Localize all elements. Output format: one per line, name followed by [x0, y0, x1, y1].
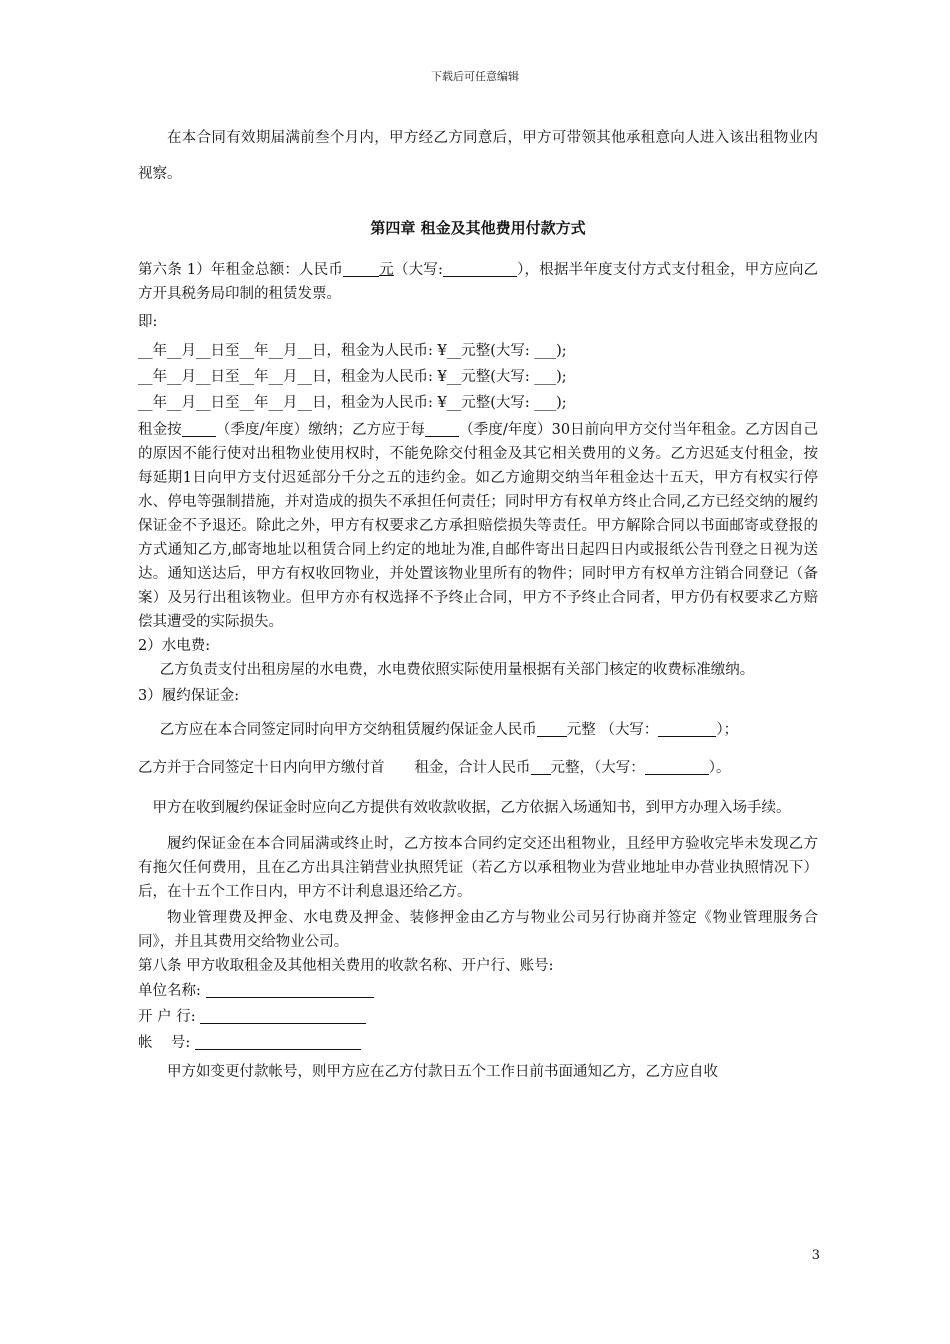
deposit-words-blank[interactable] — [658, 720, 716, 737]
article-8: 第八条 甲方收取租金及其他相关费用的收款名称、开户行、账号: — [138, 958, 554, 974]
water-title: 2）水电费: — [138, 638, 211, 654]
dep2-text-c: 元整，（大写： — [550, 760, 645, 776]
pay-text-c: （季度/年度）30日前向甲方交付当年租金。乙方因自己的原因不能行使对出租物业使用权时，不能免除交付租金及其它相关费用的义务。乙方迟延支付租金，按每延期1日向甲方支付迟延部分千分之五的违约金。如乙方逾期交纳当年租金达十五天，甲方有权实行停水、停电等强制措施，并对造成的损失不承担任何责任；同时甲方有权单方终止合同,乙方已经交纳的履约保证金不予退还。除此之外，甲方有权要求乙方承担赔偿损失等责任。甲方解除合同以书面邮寄或登报的方式通知乙方,邮寄地址以租赁合同上约定的地址为准,自邮件寄出日起四日内或报纸公告刊登之日视为送达。通知送达后，甲方有权收回物业，并处置该物业里所有的物件；同时甲方有权单方注销合同登记（备案）及另行出租该物业。但甲方亦有权选择不予终止合同，甲方不予终止合同者，甲方仍有权要求乙方赔偿其遭受的实际损失。 — [138, 422, 819, 630]
rent-total-words-blank[interactable] — [443, 260, 517, 277]
dep-text-c: ）； — [716, 722, 739, 738]
bank-blank[interactable] — [200, 1007, 366, 1024]
account-blank[interactable] — [195, 1033, 361, 1050]
art6-yuan: 元 — [379, 262, 394, 278]
receipt-paragraph: 甲方在收到履约保证金时应向乙方提供有效收款收据，乙方依据入场通知书，到甲方办理入场手续。 — [152, 800, 791, 816]
dep2-text-d: ）。 — [708, 760, 731, 776]
chapter-title: 第四章 租金及其他费用付款方式 — [370, 219, 586, 237]
payment-period-blank[interactable] — [182, 420, 216, 437]
deposit-blank[interactable] — [537, 720, 567, 737]
art6-text-c: ），根据半年度支付方式支付租金，甲方应向乙方开具税务局印制的租赁发票。 — [138, 262, 819, 302]
rent-row: __年__月__日至__年__月__日，租金为人民币: ¥__元整(大写: ___); — [138, 343, 567, 359]
rent-schedule — [138, 338, 818, 416]
dep2-text-a: 乙方并于合同签定十日内向甲方缴付首 — [138, 760, 385, 776]
dep2-text-b: 租金，合计人民币 — [414, 760, 531, 776]
unit-name-blank[interactable] — [206, 981, 374, 998]
management-fees: 物业管理费及押金、水电费及押金、装修押金由乙方与物业公司另行协商并签定《物业管理服务合同》，并且其费用交给物业公司。 — [138, 910, 818, 950]
dep-text-b: 元整 （大写： — [566, 722, 659, 738]
bank-row — [138, 1004, 818, 1030]
dep-text-a: 乙方应在本合同签定同时向甲方交纳租赁履约保证金人民币 — [159, 722, 537, 738]
change-account: 甲方如变更付款帐号，则甲方应在乙方付款日五个工作日前书面通知乙方，乙方应自收 — [167, 1064, 718, 1080]
rent-payment-terms — [138, 418, 818, 634]
document-body — [138, 120, 818, 1084]
deposit-title: 3）履约保证金: — [138, 688, 240, 704]
deposit-refund: 履约保证金在本合同届满或终止时，乙方按本合同约定交还出租物业，且经甲方验收完毕未发现乙方有拖欠任何费用，且在乙方出具注销营业执照凭证（若乙方以承租物业为营业地址申办营业执照情况下）后，在十五个工作日内，甲方不计利息退还给乙方。 — [138, 836, 818, 900]
page-number: 3 — [811, 1248, 820, 1263]
pay-text-b: （季度/年度）缴纳；乙方应于每 — [215, 422, 426, 438]
bank-label: 开 户 行: — [138, 1009, 196, 1025]
account-label: 帐 号: — [138, 1035, 191, 1051]
rent-row: __年__月__日至__年__月__日，租金为人民币: ¥__元整(大写: ___); — [138, 369, 567, 385]
rent-row: __年__月__日至__年__月__日，租金为人民币: ¥__元整(大写: ___); — [138, 395, 567, 411]
page-header: 下载后可任意编辑 — [431, 70, 519, 83]
account-number-row — [138, 1030, 818, 1056]
first-payment-blank[interactable] — [531, 758, 551, 775]
first-payment — [138, 754, 818, 782]
ji-label: 即: — [138, 314, 158, 330]
art6-text-b: （大写: — [393, 262, 443, 278]
paragraph-inspection: 在本合同有效期届满前叁个月内，甲方经乙方同意后，甲方可带领其他承租意向人进入该出租物业内视察。 — [138, 130, 818, 182]
article-6-rent-total — [138, 258, 818, 306]
unit-name-label: 单位名称: — [138, 983, 201, 999]
art6-text-a: 第六条 1）年租金总额：人民币 — [138, 262, 344, 278]
account-name-row — [138, 978, 818, 1004]
pay-text-a: 租金按 — [138, 422, 182, 438]
rent-total-blank[interactable] — [343, 260, 379, 277]
water-body: 乙方负责支付出租房屋的水电费，水电费依照实际使用量根据有关部门核定的收费标准缴纳。 — [159, 662, 755, 678]
payment-deadline-blank[interactable] — [425, 420, 459, 437]
deposit-amount — [138, 716, 818, 744]
first-payment-words-blank[interactable] — [645, 758, 709, 775]
